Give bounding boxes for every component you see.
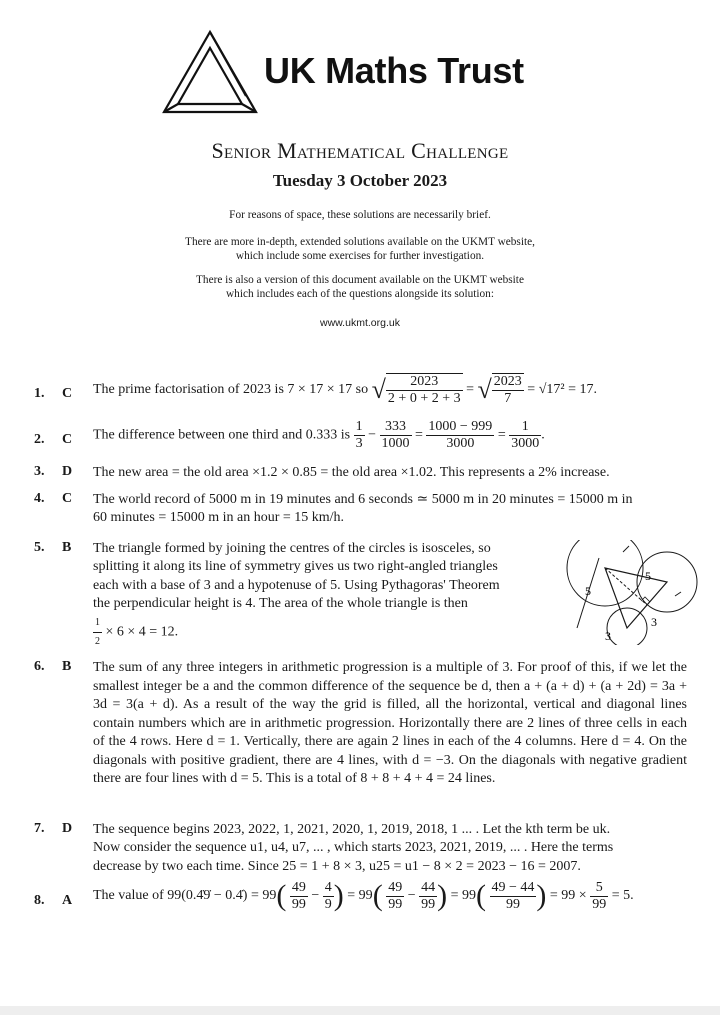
- question-answer: A: [62, 893, 73, 908]
- intro-note-2b: which include some exercises for further investigation.: [235, 250, 485, 262]
- diagram-label-3-bottom: 3: [605, 629, 611, 643]
- question-number: 6.: [34, 659, 45, 674]
- question-number: 7.: [34, 821, 45, 836]
- question-number: 1.: [34, 386, 45, 401]
- diagram-label-3-right: 3: [651, 615, 657, 629]
- question-7-solution: The sequence begins 2023, 2022, 1, 2021, 2020, 1, 2019, 2018, 1 ... . Let the kth term be uk. Now consider the sequence u1, u4, u7, ... , which starts 2023, 2021, 2019, ... . Here the terms decrease by two each time. Since 25 = 1 + 8 × 3, u25 = u1 − 8 × 2 = 2023 − 16 = 2007.: [93, 822, 614, 874]
- intro-note-3b: which includes each of the questions alongside its solution:: [226, 288, 494, 300]
- intro-note-2a: There are more in-depth, extended solutions available on the UKMT website,: [185, 236, 535, 248]
- diagram-label-5-left: 5: [585, 584, 591, 598]
- question-5-solution: The triangle formed by joining the centres of the circles is isosceles, so splitting it along its line of symmetry gives us two right-angled triangles each with a base of 3 and a hypotenuse of 5. Using Pythagoras' Theorem the perpendicular height is 4. The area of the whole triangle is then $\frac{1}{2}$ × 6 × 4 = 12.: [93, 541, 500, 648]
- question-answer: D: [62, 821, 73, 836]
- question-answer: C: [62, 491, 73, 506]
- logo-wordmark: UK Maths Trust: [264, 50, 524, 91]
- question-1-solution: The prime factorisation of 2023 is 7 × 17 × 17 so √ $\frac{2023}{2 + 0 + 2 + 3}$ = √ $\frac{2023}{7}$ = √17² = 17.: [93, 374, 597, 406]
- exam-date: Tuesday 3 October 2023: [272, 171, 448, 190]
- page-title: Senior Mathematical Challenge: [211, 138, 509, 163]
- question-answer: B: [62, 540, 72, 555]
- question-answer: C: [62, 432, 73, 447]
- question-number: 8.: [34, 893, 45, 908]
- question-answer: B: [62, 659, 72, 674]
- page-bottom-edge: [0, 1006, 720, 1015]
- circles-triangle-diagram: [555, 540, 705, 645]
- question-answer: C: [62, 386, 73, 401]
- question-2-solution: The difference between one third and 0.333 is $\frac{1}{3}$ − $\frac{333}{1000}$ = $\frac{1000 - 999}{3000}$ = $\frac{1}{3000}$ .: [93, 419, 545, 451]
- ukmt-url: www.ukmt.org.uk: [320, 317, 400, 329]
- question-3-solution: The new area = the old area ×1.2 × 0.85 = the old area ×1.02. This represents a 2% increase.: [93, 465, 610, 480]
- ukmt-logo: [160, 28, 570, 118]
- question-number: 5.: [34, 540, 45, 555]
- question-number: 4.: [34, 491, 45, 506]
- diagram-label-5-right: 5: [645, 569, 651, 583]
- question-6-solution: The sum of any three integers in arithmetic progression is a multiple of 3. For proof of this, if we let the smallest integer be a and the common difference of the sequence be d, then a + (a + d) + (a + 2d) = 3a + 3d = 3(a + d). As a result of the way the grid is filled, all the horizontal, vertical and diagonal lines contain numbers which are in arithmetic progression. Horizontally there are 2 lines of three cells in each of the 4 rows. Here d = 1. Vertically, there are again 2 lines in each of the 4 columns. Here d = 4. On the diagonals with positive gradient, there are 4 lines, with d = −3. On the diagonals with negative gradient there are four lines with d = 5. This is a total of 8 + 8 + 4 + 4 = 24 lines.: [93, 660, 687, 786]
- question-8-solution: The value of 99(0.4̇9̇ − 0.4̇) = 99( $\frac{49}{99}$ − $\frac{4}{9}$ ) = 99( $\frac{49}{99}$ − $\frac{44}{99}$ ) = 99( $\frac{49 - 44}{99}$ ) = 99 × $\frac{5}{99}$ = 5.: [93, 879, 634, 912]
- question-4-solution: The world record of 5000 m in 19 minutes and 6 seconds ≃ 5000 m in 20 minutes = 15000 m in 60 minutes = 15000 m in an hour = 15 km/h.: [93, 492, 633, 526]
- intro-note-3a: There is also a version of this document available on the UKMT website: [196, 274, 524, 286]
- question-number: 2.: [34, 432, 45, 447]
- penrose-triangle-icon: [160, 28, 260, 118]
- intro-note-1: For reasons of space, these solutions are necessarily brief.: [229, 209, 491, 221]
- question-answer: D: [62, 464, 73, 479]
- question-number: 3.: [34, 464, 45, 479]
